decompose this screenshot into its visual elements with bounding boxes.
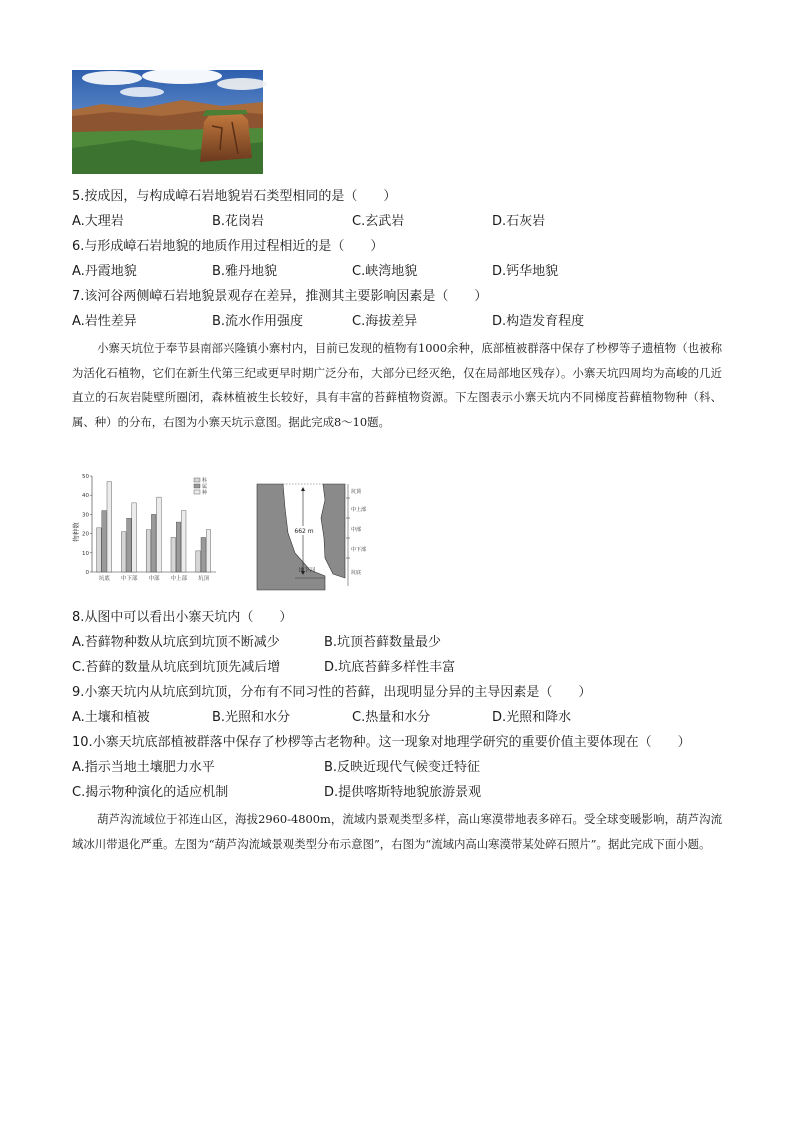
q9-option-b: B.光照和水分: [212, 710, 291, 725]
chart-y-tick-label: 30: [82, 512, 89, 519]
q9-option-a: A.土壤和植被: [72, 710, 150, 725]
chart-bar: [176, 522, 181, 572]
q7-option-b: B.流水作用强度: [212, 314, 304, 329]
q5-option-c: C.玄武岩: [352, 214, 405, 229]
chart-y-tick-label: 50: [82, 474, 89, 480]
chart-legend-swatch: [194, 478, 200, 482]
q6-option-c: C.峡湾地貌: [352, 264, 418, 279]
chart-legend-label: 种: [202, 490, 208, 496]
chart-bar: [107, 482, 112, 572]
zone-label-middle: 中部: [351, 527, 362, 533]
q6-stem: 6.与形成嶂石岩地貌的地质作用过程相近的是（ ）: [72, 239, 384, 254]
q8-option-c: C.苔藓的数量从坑底到坑顶先减后增: [72, 660, 281, 675]
landscape-photo: [72, 70, 263, 174]
chart-bar: [146, 530, 151, 572]
q9-option-c: C.热量和水分: [352, 710, 431, 725]
underground-river-label: 地下河: [298, 568, 316, 574]
chart-bar: [121, 532, 126, 572]
q5-stem: 5.按成因，与构成嶂石岩地貌岩石类型相同的是（ ）: [72, 189, 397, 204]
zone-label-lower-middle: 中下部: [351, 547, 367, 553]
zone-label-upper-middle: 中上部: [351, 507, 367, 513]
chart-bar: [102, 511, 107, 572]
height-label: 662 m: [294, 528, 314, 535]
zone-label-bottom: 坑底: [351, 570, 362, 576]
zone-label-top: 坑顶: [351, 489, 362, 495]
q9-stem: 9.小寨天坑内从坑底到坑顶，分布有不同习性的苔藓，出现明显分异的主导因素是（ ）: [72, 685, 592, 700]
chart-x-tick-label: 坑顶: [198, 576, 210, 582]
q8-option-a: A.苔藓物种数从坑底到坑顶不断减少: [72, 635, 280, 650]
chart-bar: [181, 511, 186, 572]
q10-option-c: C.揭示物种演化的适应机制: [72, 785, 229, 800]
q5-option-d: D.石灰岩: [492, 214, 546, 229]
q6-option-d: D.钙华地貌: [492, 264, 559, 279]
chart-bar: [171, 537, 176, 572]
q10-option-a: A.指示当地土壤肥力水平: [72, 760, 215, 775]
q10-stem: 10.小寨天坑底部植被群落中保存了杪椤等古老物种。这一现象对地理学研究的重要价值主要体现在（ ）: [72, 735, 691, 750]
q7-option-c: C.海拔差异: [352, 314, 418, 329]
chart-y-tick-label: 20: [82, 531, 89, 538]
moss-species-bar-chart: [72, 468, 238, 592]
chart-bar: [151, 514, 156, 572]
right-cliff-wall: [321, 484, 345, 578]
chart-y-axis-label: 物种数: [72, 522, 80, 542]
q8-option-b: B.坑顶苔藓数量最少: [324, 635, 442, 650]
q5-option-a: A.大理岩: [72, 214, 124, 229]
q7-stem: 7.该河谷两侧嶂石岩地貌景观存在差异，推测其主要影响因素是（ ）: [72, 289, 488, 304]
chart-legend-swatch: [194, 490, 200, 494]
q10-option-d: D.提供喀斯特地貌旅游景观: [324, 785, 482, 800]
q6-option-a: A.丹霞地貌: [72, 264, 137, 279]
tiankeng-cross-section-diagram: [255, 478, 367, 590]
chart-bar: [157, 497, 162, 572]
chart-bar: [127, 518, 132, 572]
q7-option-a: A.岩性差异: [72, 314, 137, 329]
q5-option-b: B.花岗岩: [212, 214, 265, 229]
passage-hulugou-basin: 葫芦沟流域位于祁连山区，海拔2960-4800m，流域内景观类型多样，高山寒漠带地表多碎石。受全球变暖影响，葫芦沟流域冰川带退化严重。左图为“葫芦沟流域景观类型分布示意图”，右图为“流域内高山寒漠带某处碎石照片”。据此完成下面小题。: [72, 812, 722, 851]
chart-legend-label: 属: [202, 484, 208, 490]
chart-bar: [206, 530, 211, 572]
chart-bar: [201, 537, 206, 572]
q8-stem: 8.从图中可以看出小寨天坑内（ ）: [72, 610, 293, 625]
q6-option-b: B.雅丹地貌: [212, 264, 278, 279]
chart-bar: [97, 528, 102, 572]
q10-option-b: B.反映近现代气候变迁特征: [324, 760, 481, 775]
chart-legend-label: 科: [202, 478, 208, 484]
chart-bar: [132, 503, 137, 572]
chart-bar: [196, 551, 201, 572]
chart-x-tick-label: 中部: [148, 576, 160, 582]
chart-y-tick-label: 10: [82, 550, 89, 557]
chart-legend-swatch: [194, 484, 200, 488]
chart-x-tick-label: 坑底: [98, 576, 110, 582]
q8-option-d: D.坑底苔藓多样性丰富: [324, 660, 456, 675]
chart-x-tick-label: 中上部: [170, 576, 188, 582]
chart-y-tick-label: 40: [82, 493, 89, 500]
passage-xiaozhai-tiankeng: 小寨天坑位于奉节县南部兴隆镇小寨村内，目前已发现的植物有1000余种，底部植被群落中保存了杪椤等子遗植物（也被称为活化石植物，它们在新生代第三纪或更早时期广泛分布，大部分已经灭绝，仅在局部地区残存）。小寨天坑四周均为高峻的几近直立的石灰岩陡壁所圈闭，森林植被生长较好，具有丰富的苔藓植物资源。下左图表示小寨天坑内不同梯度苔藓植物物种（科、属、种）的分布，右图为小寨天坑示意图。据此完成8～10题。: [72, 341, 722, 429]
chart-y-tick-label: 0: [85, 570, 89, 576]
left-cliff-wall: [257, 484, 325, 590]
q9-option-d: D.光照和降水: [492, 710, 572, 725]
q7-option-d: D.构造发育程度: [492, 314, 585, 329]
chart-x-tick-label: 中下部: [120, 576, 138, 582]
